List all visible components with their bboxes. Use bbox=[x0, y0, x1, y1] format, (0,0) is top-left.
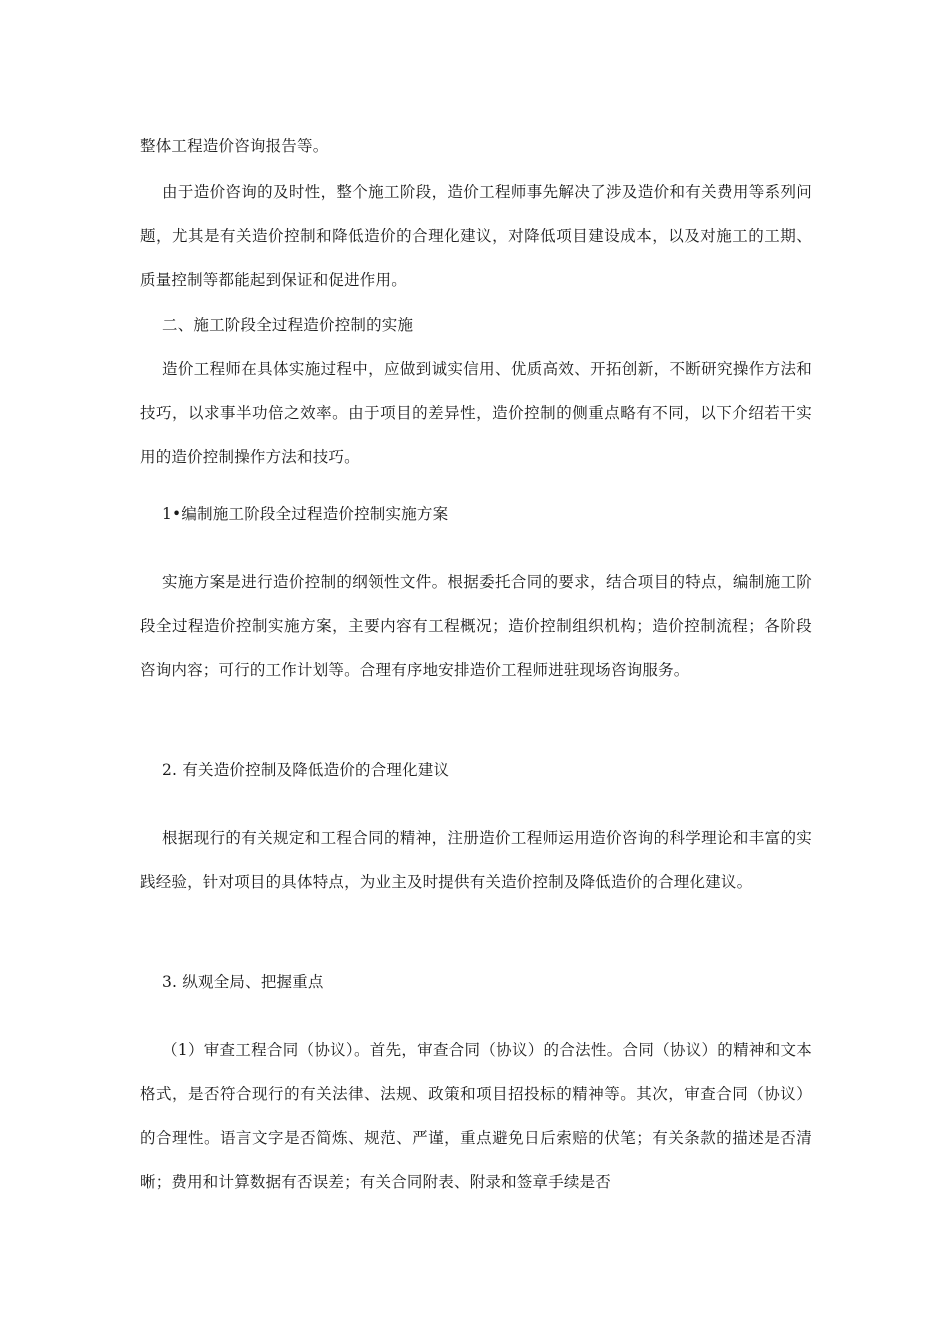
paragraph-contract-review: （1）审查工程合同（协议）。首先，审查合同（协议）的合法性。合同（协议）的精神和文本格式，是否符合现行的有关法律、法规、政策和项目招投标的精神等。其次，审查合同（协议）的合理性。语言文字是否简炼、规范、严谨，重点避免日后索赔的伏笔；有关条款的描述是否清晰；费用和计算数据有否误差；有关合同附表、附录和签章手续是否 bbox=[140, 1041, 812, 1191]
subheading-rationalization-suggestions: 2. 有关造价控制及降低造价的合理化建议 bbox=[162, 761, 450, 779]
paragraph-rationalization-suggestions: 根据现行的有关规定和工程合同的精神，注册造价工程师运用造价咨询的科学理论和丰富的实践经验，针对项目的具体特点，为业主及时提供有关造价控制及降低造价的合理化建议。 bbox=[140, 829, 812, 891]
paragraph-implementation-plan: 实施方案是进行造价控制的纲领性文件。根据委托合同的要求，结合项目的特点，编制施工阶段全过程造价控制实施方案，主要内容有工程概况；造价控制组织机构；造价控制流程；各阶段咨询内容；可行的工作计划等。合理有序地安排造价工程师进驻现场咨询服务。 bbox=[140, 573, 812, 679]
paragraph-consulting-timeliness: 由于造价咨询的及时性，整个施工阶段，造价工程师事先解决了涉及造价和有关费用等系列问题，尤其是有关造价控制和降低造价的合理化建议，对降低项目建设成本，以及对施工的工期、质量控制等都能起到保证和促进作用。 bbox=[140, 183, 812, 289]
subheading-implementation-plan: 1•编制施工阶段全过程造价控制实施方案 bbox=[162, 505, 449, 523]
section-heading-implementation: 二、施工阶段全过程造价控制的实施 bbox=[162, 316, 414, 334]
paragraph-engineer-methods: 造价工程师在具体实施过程中，应做到诚实信用、优质高效、开拓创新，不断研究操作方法和技巧，以求事半功倍之效率。由于项目的差异性，造价控制的侧重点略有不同，以下介绍若干实用的造价控制操作方法和技巧。 bbox=[140, 360, 812, 466]
subheading-overall-focus: 3. 纵观全局、把握重点 bbox=[162, 973, 324, 991]
paragraph-continuation: 整体工程造价咨询报告等。 bbox=[140, 137, 329, 155]
